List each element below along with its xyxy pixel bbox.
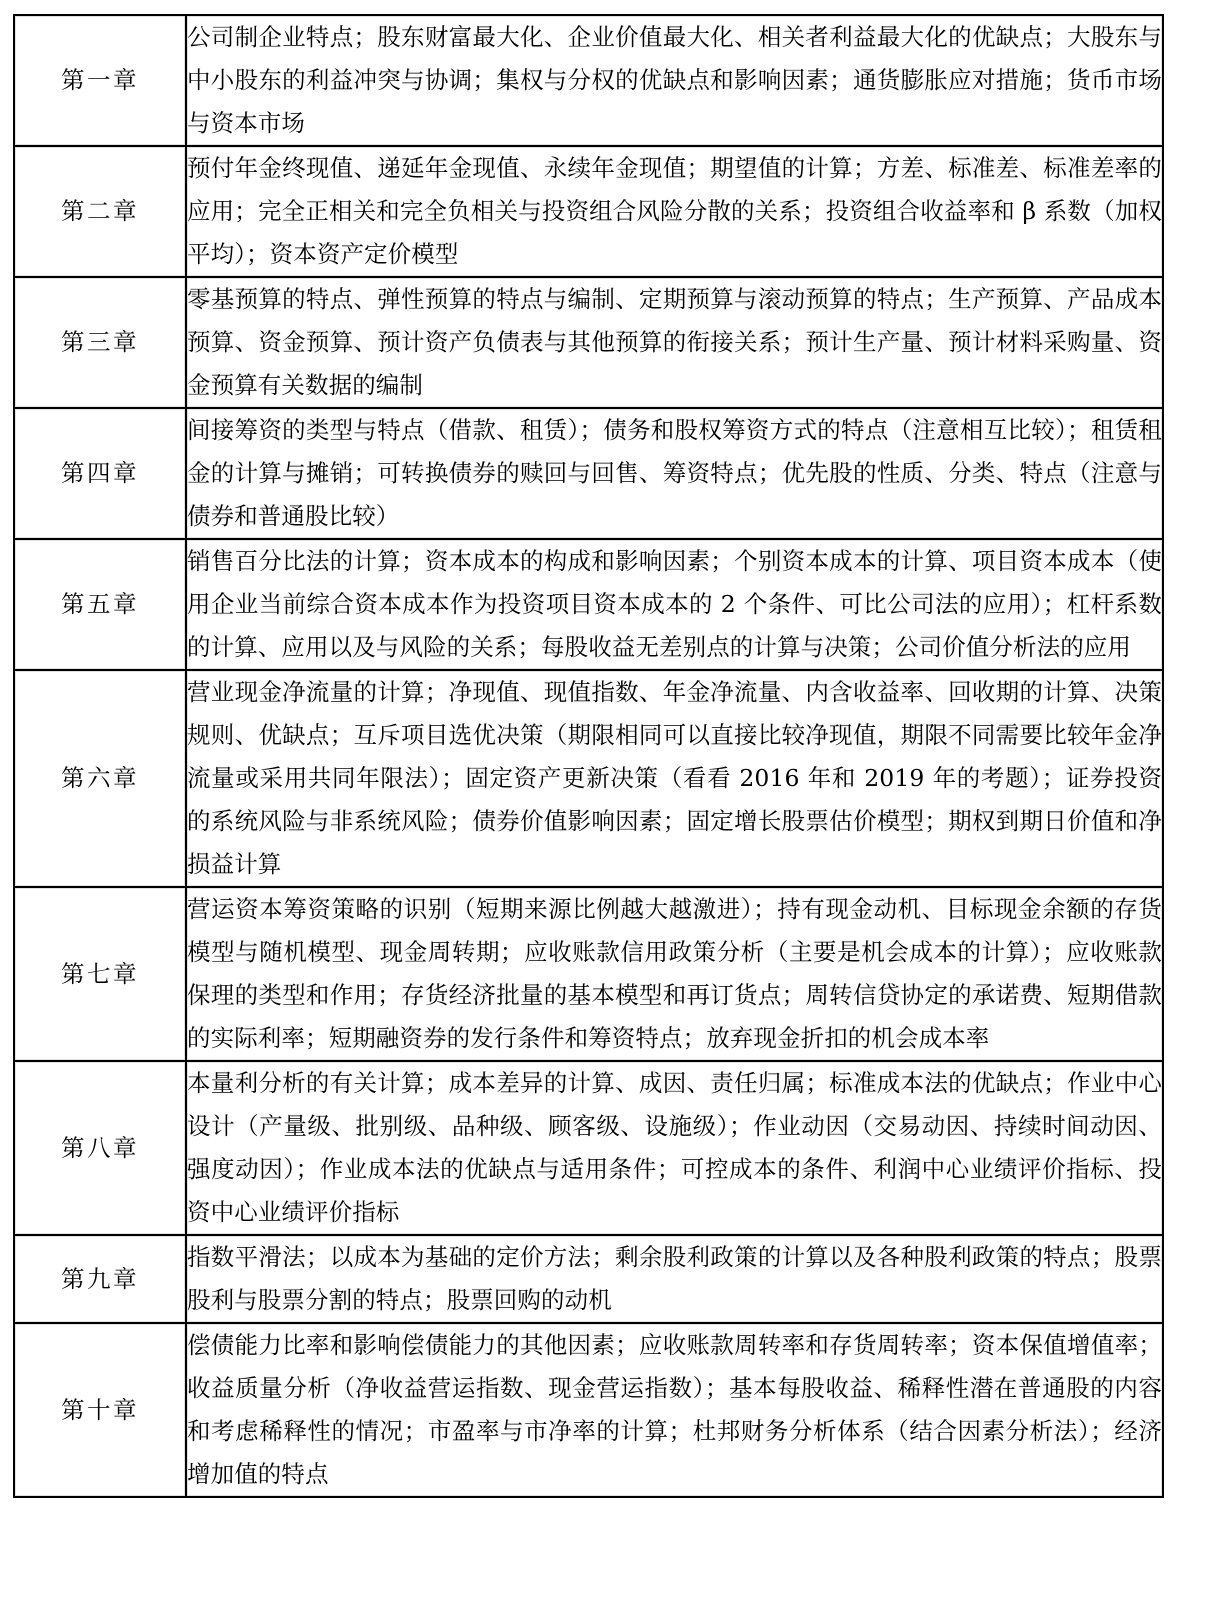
chapter-content-cell bbox=[186, 408, 1163, 539]
chapter-label-cell bbox=[14, 670, 186, 887]
chapter-label-cell bbox=[14, 887, 186, 1061]
chapter-content-text: 营运资本筹资策略的识别（短期来源比例越大越激进）；持有现金动机、目标现金余额的存货模型与随机模型、现金周转期；应收账款信用政策分析（主要是机会成本的计算）；应收账款保理的类型和作用；存货经济批量的基本模型和再订货点；周转信贷协定的承诺费、短期借款的实际利率；短期融资券的发行条件和筹资特点；放弃现金折扣的机会成本率 bbox=[187, 895, 1162, 1052]
chapter-label: 第六章 bbox=[61, 764, 139, 793]
chapter-content-text: 公司制企业特点；股东财富最大化、企业价值最大化、相关者利益最大化的优缺点；大股东与中小股东的利益冲突与协调；集权与分权的优缺点和影响因素；通货膨胀应对措施；货币市场与资本市场 bbox=[187, 23, 1162, 137]
chapter-content-cell bbox=[186, 887, 1163, 1061]
chapter-label: 第九章 bbox=[61, 1264, 139, 1293]
chapter-content-text: 间接筹资的类型与特点（借款、租赁）；债务和股权筹资方式的特点（注意相互比较）；租赁租金的计算与摊销；可转换债券的赎回与回售、筹资特点；优先股的性质、分类、特点（注意与债券和普通股比较） bbox=[187, 416, 1162, 530]
chapter-label: 第五章 bbox=[61, 590, 139, 619]
chapter-label: 第七章 bbox=[61, 959, 139, 988]
syllabus-table bbox=[13, 14, 1164, 1498]
chapter-label: 第一章 bbox=[61, 66, 139, 95]
chapter-content-text: 偿债能力比率和影响偿债能力的其他因素；应收账款周转率和存货周转率；资本保值增值率；收益质量分析（净收益营运指数、现金营运指数）；基本每股收益、稀释性潜在普通股的内容和考虑稀释性的情况；市盈率与市净率的计算；杜邦财务分析体系（结合因素分析法）；经济增加值的特点 bbox=[187, 1331, 1162, 1488]
table-row bbox=[14, 277, 1163, 408]
chapter-label-cell bbox=[14, 146, 186, 277]
chapter-content-cell bbox=[186, 15, 1163, 146]
chapter-content-cell bbox=[186, 1323, 1163, 1497]
chapter-content-cell bbox=[186, 670, 1163, 887]
chapter-label: 第三章 bbox=[61, 328, 139, 357]
table-row bbox=[14, 887, 1163, 1061]
chapter-content-cell bbox=[186, 1235, 1163, 1323]
table-row bbox=[14, 1061, 1163, 1235]
table-row bbox=[14, 146, 1163, 277]
chapter-label-cell bbox=[14, 408, 186, 539]
chapter-label-cell bbox=[14, 277, 186, 408]
chapter-content-text: 本量利分析的有关计算；成本差异的计算、成因、责任归属；标准成本法的优缺点；作业中心设计（产量级、批别级、品种级、顾客级、设施级）；作业动因（交易动因、持续时间动因、强度动因）；作业成本法的优缺点与适用条件；可控成本的条件、利润中心业绩评价指标、投资中心业绩评价指标 bbox=[187, 1069, 1162, 1226]
chapter-content-cell bbox=[186, 277, 1163, 408]
chapter-content-text: 零基预算的特点、弹性预算的特点与编制、定期预算与滚动预算的特点；生产预算、产品成本预算、资金预算、预计资产负债表与其他预算的衔接关系；预计生产量、预计材料采购量、资金预算有关数据的编制 bbox=[187, 285, 1162, 399]
chapter-content-cell bbox=[186, 146, 1163, 277]
chapter-label-cell bbox=[14, 539, 186, 670]
table-row bbox=[14, 539, 1163, 670]
chapter-content-text: 营业现金净流量的计算；净现值、现值指数、年金净流量、内含收益率、回收期的计算、决策规则、优缺点；互斥项目选优决策（期限相同可以直接比较净现值，期限不同需要比较年金净流量或采用共同年限法）；固定资产更新决策（看看 2016 年和 2019 年的考题）；证券投资的系统风险与非系统风险；债券价值影响因素；固定增长股票估价模型；期权到期日价值和净损益计算 bbox=[187, 678, 1162, 878]
chapter-content-text: 指数平滑法；以成本为基础的定价方法；剩余股利政策的计算以及各种股利政策的特点；股票股利与股票分割的特点；股票回购的动机 bbox=[187, 1243, 1162, 1314]
chapter-content-cell bbox=[186, 539, 1163, 670]
chapter-content-cell bbox=[186, 1061, 1163, 1235]
chapter-label: 第八章 bbox=[61, 1133, 139, 1162]
chapter-content-text: 销售百分比法的计算；资本成本的构成和影响因素；个别资本成本的计算、项目资本成本（使用企业当前综合资本成本作为投资项目资本成本的 2 个条件、可比公司法的应用）；杠杆系数的计算、应用以及与风险的关系；每股收益无差别点的计算与决策；公司价值分析法的应用 bbox=[187, 547, 1162, 661]
chapter-label: 第四章 bbox=[61, 459, 139, 488]
chapter-label: 第二章 bbox=[61, 197, 139, 226]
chapter-label-cell bbox=[14, 1061, 186, 1235]
chapter-content-text: 预付年金终现值、递延年金现值、永续年金现值；期望值的计算；方差、标准差、标准差率的应用；完全正相关和完全负相关与投资组合风险分散的关系；投资组合收益率和 β 系数（加权平均）；资本资产定价模型 bbox=[187, 154, 1162, 268]
chapter-label-cell bbox=[14, 15, 186, 146]
chapter-label-cell bbox=[14, 1323, 186, 1497]
table-row bbox=[14, 1323, 1163, 1497]
table-row bbox=[14, 670, 1163, 887]
table-row bbox=[14, 1235, 1163, 1323]
table-body bbox=[14, 15, 1163, 1497]
table-row bbox=[14, 408, 1163, 539]
chapter-label-cell bbox=[14, 1235, 186, 1323]
chapter-label: 第十章 bbox=[61, 1395, 139, 1424]
table-row bbox=[14, 15, 1163, 146]
